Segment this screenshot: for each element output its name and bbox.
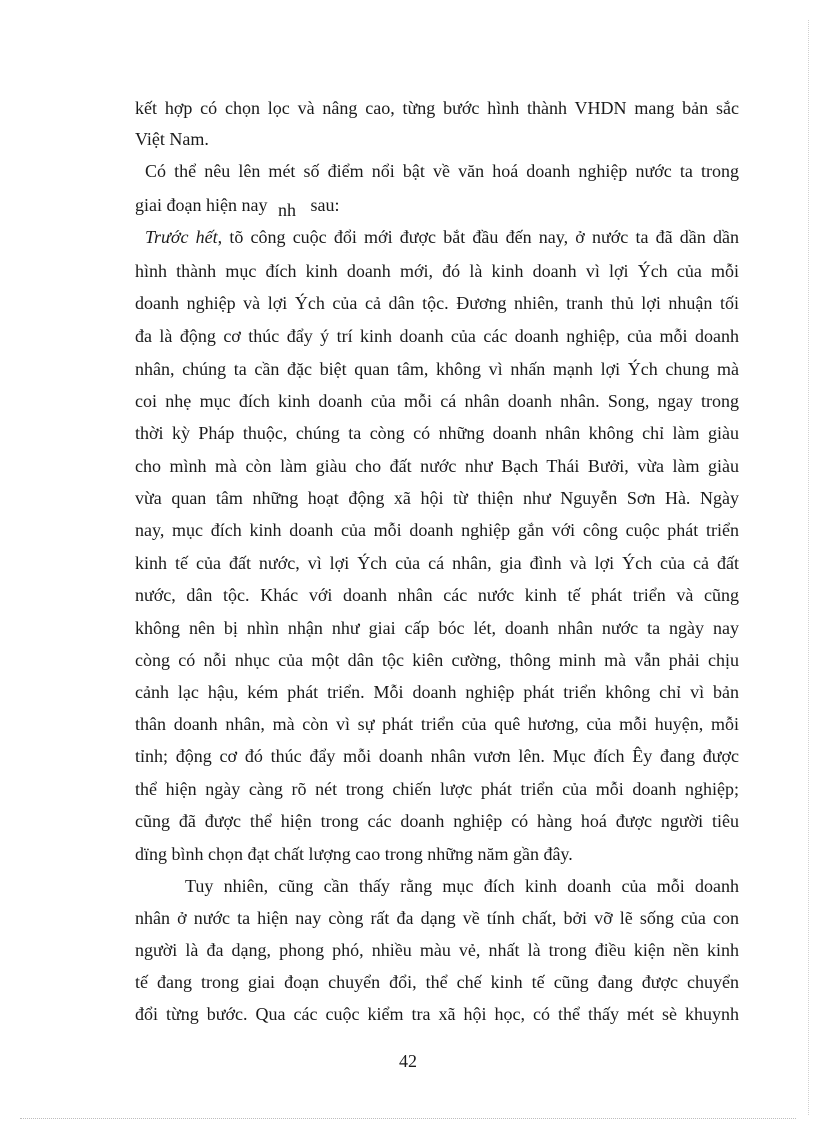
page-number: 42 xyxy=(399,1051,417,1071)
text-line: không nên bị nhìn nhận như giai cấp bóc lét, doanh nhân nước ta ngày nay xyxy=(135,618,739,638)
text-line: cảnh lạc hậu, kém phát triển. Mỗi doanh nghiệp phát triển không chỉ vì bản xyxy=(135,682,739,702)
text-line: tỉnh; động cơ đó thúc đẩy mỗi doanh nhân vươn lên. Mục đích Êy đang được xyxy=(135,746,739,766)
page-border-right xyxy=(808,20,809,1115)
text-line: nhân, chúng ta cần đặc biệt quan tâm, không vì nhấn mạnh lợi Ých chung mà xyxy=(135,359,739,379)
text-line: thời kỳ Pháp thuộc, chúng ta còng có những doanh nhân không chỉ làm giàu xyxy=(135,423,739,443)
paragraph-start-line xyxy=(145,226,739,248)
text-line: nay, mục đích kinh doanh của mỗi doanh nghiệp gắn với công cuộc phát triển xyxy=(135,520,739,540)
paragraph-start-line: Có thể nêu lên mét số điểm nổi bật về văn hoá doanh nghiệp nước ta trong xyxy=(145,161,739,181)
text-line: đa là động cơ thúc đẩy ý trí kinh doanh của các doanh nghiệp, của mỗi doanh xyxy=(135,326,739,346)
text-line: còng có nỗi nhục của một dân tộc kiên cường, thông minh mà vẫn phải chịu xyxy=(135,650,739,670)
text-line: kết hợp có chọn lọc và nâng cao, từng bước hình thành VHDN mang bản sắc xyxy=(135,98,739,118)
text-line: dïng bình chọn đạt chất lượng cao trong những năm gần đây. xyxy=(135,844,573,864)
text-fragment: sau: xyxy=(310,195,340,215)
text-line: coi nhẹ mục đích kinh doanh của mỗi cá nhân doanh nhân. Song, ngay trong xyxy=(135,391,739,411)
text-line: cũng đã được thể hiện trong các doanh nghiệp có hàng hoá được người tiêu xyxy=(135,811,739,831)
paragraph-start-line: Tuy nhiên, cũng cần thấy rằng mục đích kinh doanh của mỗi doanh xyxy=(185,876,739,896)
text-fragment-sub: nh xyxy=(277,200,296,220)
text-line: tế đang trong giai đoạn chuyển đổi, thể chế kinh tế cũng đang được chuyển xyxy=(135,972,739,992)
emphasis-text: Trước hết xyxy=(145,227,218,247)
text-line: kinh tế của đất nước, vì lợi Ých của cá nhân, gia đình và lợi Ých của cả đất xyxy=(135,553,739,573)
text-line: Việt Nam. xyxy=(135,129,209,149)
text-line: người là đa dạng, phong phó, nhiều màu vẻ, nhất là trong điều kiện nền kinh xyxy=(135,940,739,960)
text-line: đổi từng bước. Qua các cuộc kiểm tra xã hội học, có thể thấy mét sè khuynh xyxy=(135,1004,739,1024)
text-line xyxy=(135,194,739,220)
text-fragment: giai đoạn hiện nay xyxy=(135,195,268,215)
text-line: hình thành mục đích kinh doanh mới, đó là kinh doanh vì lợi Ých của mỗi xyxy=(135,261,739,281)
text-line: nhân ở nước ta hiện nay còng rất đa dạng về tính chất, bởi vỡ lẽ sống của con xyxy=(135,908,739,928)
page-border-bottom xyxy=(20,1118,796,1119)
text-line: doanh nghiệp và lợi Ých của cả dân tộc. Đương nhiên, tranh thủ lợi nhuận tối xyxy=(135,293,739,313)
text-fragment: , tõ công cuộc đổi mới được bắt đầu đến nay, ở nước ta đã dần dần xyxy=(217,227,739,247)
text-line: cho mình mà còn làm giàu cho đất nước như Bạch Thái Bưởi, vừa làm giàu xyxy=(135,456,739,476)
text-line: thể hiện ngày càng rõ nét trong chiến lược phát triển của mỗi doanh nghiệp; xyxy=(135,779,739,799)
text-line: thân doanh nhân, mà còn vì sự phát triển của quê hương, của mỗi huyện, mỗi xyxy=(135,714,739,734)
text-line: vừa quan tâm những hoạt động xã hội từ thiện như Nguyễn Sơn Hà. Ngày xyxy=(135,488,739,508)
text-line: nước, dân tộc. Khác với doanh nhân các nước kinh tế phát triển và cũng xyxy=(135,585,739,605)
